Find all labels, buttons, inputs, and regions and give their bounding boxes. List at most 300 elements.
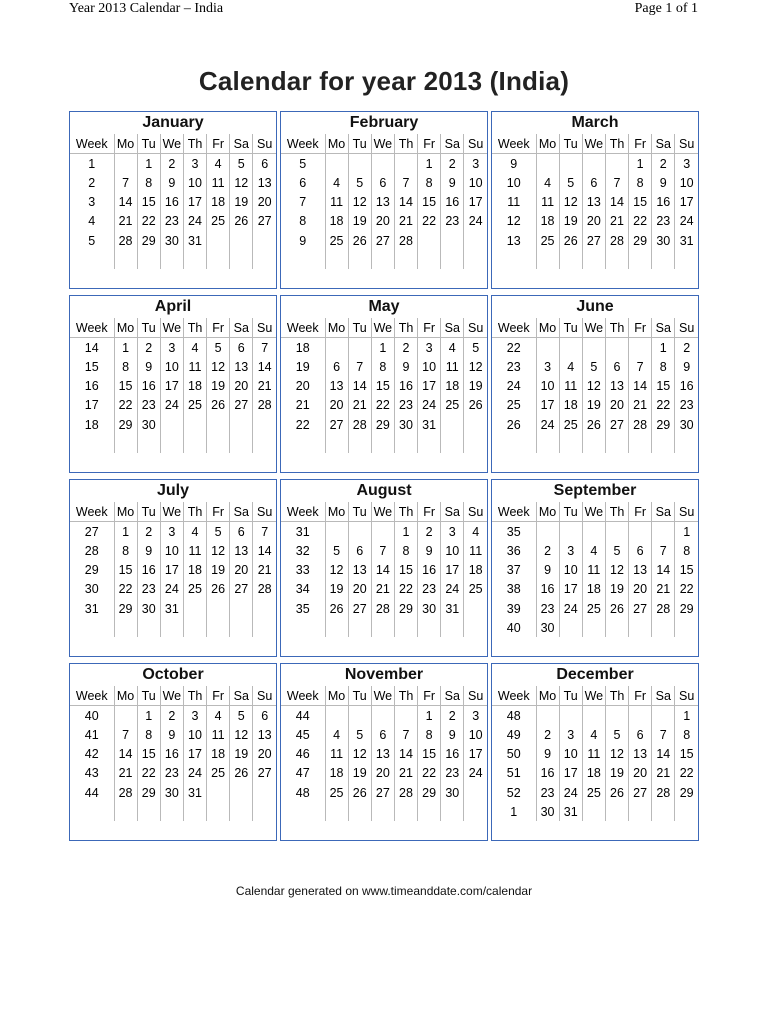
day-cell: 11 [536,193,559,212]
day-cell: 22 [652,396,675,415]
day-cell: 10 [441,541,464,560]
day-cell: 30 [160,783,183,802]
day-column-header: Sa [230,318,253,338]
day-cell: 23 [137,396,160,415]
month-name: July [156,482,189,499]
day-cell: 16 [160,193,183,212]
week-number: 18 [281,338,325,358]
day-cell: 21 [605,212,628,231]
day-cell [629,434,652,453]
week-row [492,154,698,174]
day-header-row [70,134,276,154]
day-cell [253,434,276,453]
week-number [70,250,114,269]
month-name: April [154,298,192,315]
week-row [281,561,487,580]
day-column-header: We [160,686,183,706]
day-column-header: Mo [325,686,348,706]
day-column-header: We [160,134,183,154]
day-cell: 10 [418,357,441,376]
day-cell: 16 [418,561,441,580]
month-table [281,502,487,637]
week-number: 35 [492,522,536,542]
month-block [69,295,277,473]
month-table [492,134,698,269]
day-cell: 3 [441,522,464,542]
day-cell [394,250,417,269]
day-cell: 25 [325,231,348,250]
week-number: 49 [492,725,536,744]
day-cell: 6 [629,541,652,560]
week-number [492,250,536,269]
day-cell [183,415,206,434]
day-column-header: Th [183,686,206,706]
week-row [492,725,698,744]
day-cell [325,434,348,453]
week-row [70,173,276,192]
week-number: 13 [492,231,536,250]
day-cell [629,250,652,269]
month-name: January [142,114,204,131]
day-cell: 27 [230,580,253,599]
day-cell [652,250,675,269]
week-number: 36 [492,541,536,560]
week-column-header: Week [281,134,325,154]
day-cell [183,599,206,618]
day-cell: 19 [348,212,371,231]
week-row [70,250,276,269]
day-cell: 23 [160,764,183,783]
day-column-header: Mo [536,502,559,522]
day-cell: 3 [160,338,183,358]
day-cell: 26 [348,783,371,802]
day-cell: 27 [629,599,652,618]
day-cell: 15 [629,193,652,212]
week-number: 31 [70,599,114,618]
day-cell [605,250,628,269]
day-cell: 21 [394,764,417,783]
month-table [70,686,276,821]
day-column-header: We [371,502,394,522]
day-cell [675,250,698,269]
day-cell: 12 [230,173,253,192]
week-column-header: Week [70,318,114,338]
day-column-header: Sa [230,686,253,706]
day-column-header: Fr [418,318,441,338]
day-cell: 22 [418,764,441,783]
day-cell [183,250,206,269]
day-cell: 11 [469,543,483,558]
day-cell: 6 [348,541,371,560]
day-cell: 22 [137,764,160,783]
day-cell: 10 [559,745,582,764]
week-number: 52 [492,783,536,802]
day-cell [160,434,183,453]
day-column-header: Mo [114,686,137,706]
day-cell: 8 [137,173,160,192]
day-cell: 7 [629,357,652,376]
day-cell: 20 [230,377,253,396]
day-cell [348,250,371,269]
day-cell: 7 [652,725,675,744]
day-cell: 18 [582,580,605,599]
day-cell: 21 [394,212,417,231]
day-cell: 4 [582,541,605,560]
day-cell: 26 [207,396,230,415]
day-cell [114,618,137,637]
day-cell [253,802,276,821]
day-cell [253,415,276,434]
month-name: September [553,482,637,499]
day-cell [418,250,441,269]
day-cell: 17 [441,561,464,580]
day-column-header: Mo [114,502,137,522]
day-cell: 27 [230,396,253,415]
day-cell: 11 [207,725,230,744]
week-number: 34 [281,580,325,599]
day-header-row [281,134,487,154]
day-cell [418,802,441,821]
week-number: 3 [70,193,114,212]
day-header-row [70,686,276,706]
day-cell [230,802,253,821]
day-cell [536,522,559,542]
day-column-header: We [160,502,183,522]
week-row [492,173,698,192]
day-cell: 31 [418,415,441,434]
day-header-row [70,318,276,338]
day-column-header: Mo [325,318,348,338]
day-cell [325,706,348,726]
day-cell: 24 [468,766,483,781]
day-cell: 1 [114,338,137,358]
day-cell: 11 [441,357,464,376]
day-cell: 13 [371,745,394,764]
week-row [70,522,276,542]
day-cell [230,599,253,618]
week-number: 43 [70,764,114,783]
week-row [281,725,487,744]
day-cell: 25 [468,582,483,597]
week-number: 10 [492,173,536,192]
week-row [492,357,698,376]
day-cell: 16 [137,561,160,580]
week-number: 33 [281,561,325,580]
week-row [492,396,698,415]
day-cell: 21 [371,580,394,599]
day-cell: 3 [559,541,582,560]
month-table [492,686,698,821]
day-cell: 21 [257,379,272,394]
day-cell: 25 [325,783,348,802]
day-cell [394,706,417,726]
day-column-header: Th [394,502,417,522]
day-cell: 6 [261,708,269,723]
day-cell: 18 [582,764,605,783]
day-cell: 22 [679,582,694,597]
day-column-header: Sa [230,502,253,522]
day-cell: 18 [325,212,348,231]
day-cell: 29 [629,231,652,250]
week-row [70,231,276,250]
day-cell: 5 [325,541,348,560]
day-cell: 17 [559,580,582,599]
day-cell: 24 [536,415,559,434]
day-cell [114,250,137,269]
day-cell: 17 [183,193,206,212]
day-cell: 29 [114,599,137,618]
day-cell: 4 [325,725,348,744]
day-cell [371,706,394,726]
month-block [491,663,699,841]
day-cell: 30 [652,231,675,250]
day-cell: 7 [394,725,417,744]
day-cell [394,154,417,174]
day-cell: 15 [394,561,417,580]
day-column-header: Fr [629,318,652,338]
day-column-header: Mo [536,134,559,154]
day-cell: 28 [629,415,652,434]
day-column-header: Th [183,134,206,154]
day-cell: 15 [114,377,137,396]
day-cell: 7 [371,541,394,560]
day-cell: 11 [325,193,348,212]
week-number: 50 [492,745,536,764]
week-row [70,541,276,560]
week-row [281,357,487,376]
day-cell: 3 [183,706,206,726]
day-cell: 4 [472,524,480,539]
week-number: 22 [281,415,325,434]
day-cell: 1 [418,154,441,174]
day-column-header: Tu [348,502,371,522]
month-name: May [368,298,400,315]
day-cell: 2 [160,706,183,726]
day-cell: 14 [114,745,137,764]
day-cell: 30 [536,618,559,637]
day-cell [371,802,394,821]
day-cell [536,154,559,174]
day-cell: 19 [605,580,628,599]
day-cell [629,706,652,726]
day-cell: 15 [137,193,160,212]
day-cell [559,338,582,358]
day-cell [464,250,487,269]
day-cell: 23 [536,783,559,802]
day-cell: 1 [137,154,160,174]
day-cell: 11 [183,541,206,560]
day-cell [207,250,230,269]
week-row [492,745,698,764]
week-row [492,434,698,453]
day-cell: 20 [629,580,652,599]
day-cell [348,802,371,821]
day-cell: 5 [559,173,582,192]
day-cell: 15 [418,745,441,764]
day-cell: 8 [652,357,675,376]
week-row [281,434,487,453]
week-column-header: Week [70,686,114,706]
day-cell [371,522,394,542]
week-number: 20 [281,377,325,396]
day-cell: 5 [605,725,628,744]
week-row [281,764,487,783]
day-cell: 28 [114,231,137,250]
week-row [281,212,487,231]
week-row [281,618,487,637]
week-row [281,250,487,269]
day-cell: 1 [418,706,441,726]
week-number [70,618,114,637]
day-cell: 9 [441,173,464,192]
day-cell: 29 [137,231,160,250]
month-table [492,318,698,453]
week-column-header: Week [492,318,536,338]
day-cell: 5 [348,173,371,192]
day-cell: 28 [348,415,371,434]
day-cell [605,154,628,174]
day-cell: 21 [348,396,371,415]
day-cell [160,618,183,637]
day-column-header: Th [394,134,417,154]
week-number: 1 [492,802,536,821]
day-column-header: Fr [207,502,230,522]
week-row [70,154,276,174]
week-number: 22 [492,338,536,358]
day-cell: 31 [679,233,694,248]
day-cell: 4 [325,173,348,192]
day-cell: 10 [559,561,582,580]
day-cell [605,522,628,542]
day-cell: 10 [679,175,694,190]
month-name: December [556,666,634,683]
day-cell: 26 [207,580,230,599]
day-cell: 10 [468,727,483,742]
day-cell: 19 [468,379,483,394]
month-block [280,663,488,841]
day-cell: 15 [418,193,441,212]
day-cell [325,618,348,637]
week-row [281,745,487,764]
week-number: 6 [281,173,325,192]
day-cell: 18 [441,377,464,396]
day-cell: 18 [559,396,582,415]
day-cell [230,231,253,250]
day-cell: 20 [371,764,394,783]
day-column-header: Su [253,502,276,522]
day-header-row [281,686,487,706]
day-cell [253,231,276,250]
day-cell [582,154,605,174]
day-cell [253,618,276,637]
day-cell: 12 [605,561,628,580]
day-cell [253,599,276,618]
day-cell: 1 [371,338,394,358]
day-cell: 14 [348,377,371,396]
day-cell: 16 [137,377,160,396]
month-row [69,295,699,473]
day-cell: 14 [257,543,272,558]
week-row [281,193,487,212]
day-cell: 4 [207,706,230,726]
day-cell: 23 [137,580,160,599]
day-cell: 18 [468,563,483,578]
day-cell: 30 [394,415,417,434]
day-column-header: Tu [348,318,371,338]
day-cell [441,250,464,269]
week-row [281,396,487,415]
day-column-header: Tu [348,686,371,706]
week-row [492,561,698,580]
day-cell [536,338,559,358]
day-header-row [281,318,487,338]
week-row [492,802,698,821]
footer-note: Calendar generated on www.timeanddate.com/calendar [235,884,533,898]
day-cell: 14 [605,193,628,212]
week-number: 40 [492,618,536,637]
day-cell: 8 [137,725,160,744]
day-cell [582,338,605,358]
day-cell: 16 [394,377,417,396]
day-cell [348,618,371,637]
day-column-header: Tu [559,318,582,338]
day-cell: 20 [348,580,371,599]
day-column-header: Th [605,502,628,522]
day-cell [371,154,394,174]
day-column-header: Fr [629,686,652,706]
day-cell: 2 [536,541,559,560]
day-cell: 8 [114,541,137,560]
week-row [70,338,276,358]
day-cell: 16 [441,193,464,212]
day-cell [207,783,230,802]
day-cell: 29 [371,415,394,434]
month-name: November [344,666,424,683]
month-block [69,111,277,289]
day-cell: 3 [472,708,480,723]
day-cell: 26 [325,599,348,618]
day-column-header: Su [464,318,487,338]
day-column-header: Th [183,318,206,338]
day-cell [348,338,371,358]
week-number: 47 [281,764,325,783]
day-cell: 22 [394,580,417,599]
month-block [280,111,488,289]
day-cell [652,522,675,542]
day-cell: 14 [257,359,272,374]
day-cell [559,706,582,726]
day-cell: 19 [559,212,582,231]
day-cell: 5 [207,338,230,358]
day-cell: 31 [559,802,582,821]
day-cell: 24 [418,396,441,415]
day-cell [394,434,417,453]
day-column-header: We [582,686,605,706]
day-cell [582,802,605,821]
month-block [280,295,488,473]
page-title: Calendar for year 2013 (India) [198,66,570,96]
week-number: 38 [492,580,536,599]
day-cell [652,618,675,637]
day-cell: 5 [472,340,480,355]
week-number: 41 [70,725,114,744]
day-cell [325,522,348,542]
day-cell: 1 [683,708,691,723]
day-cell: 20 [371,212,394,231]
week-row [70,802,276,821]
day-cell [441,618,464,637]
day-cell [114,802,137,821]
